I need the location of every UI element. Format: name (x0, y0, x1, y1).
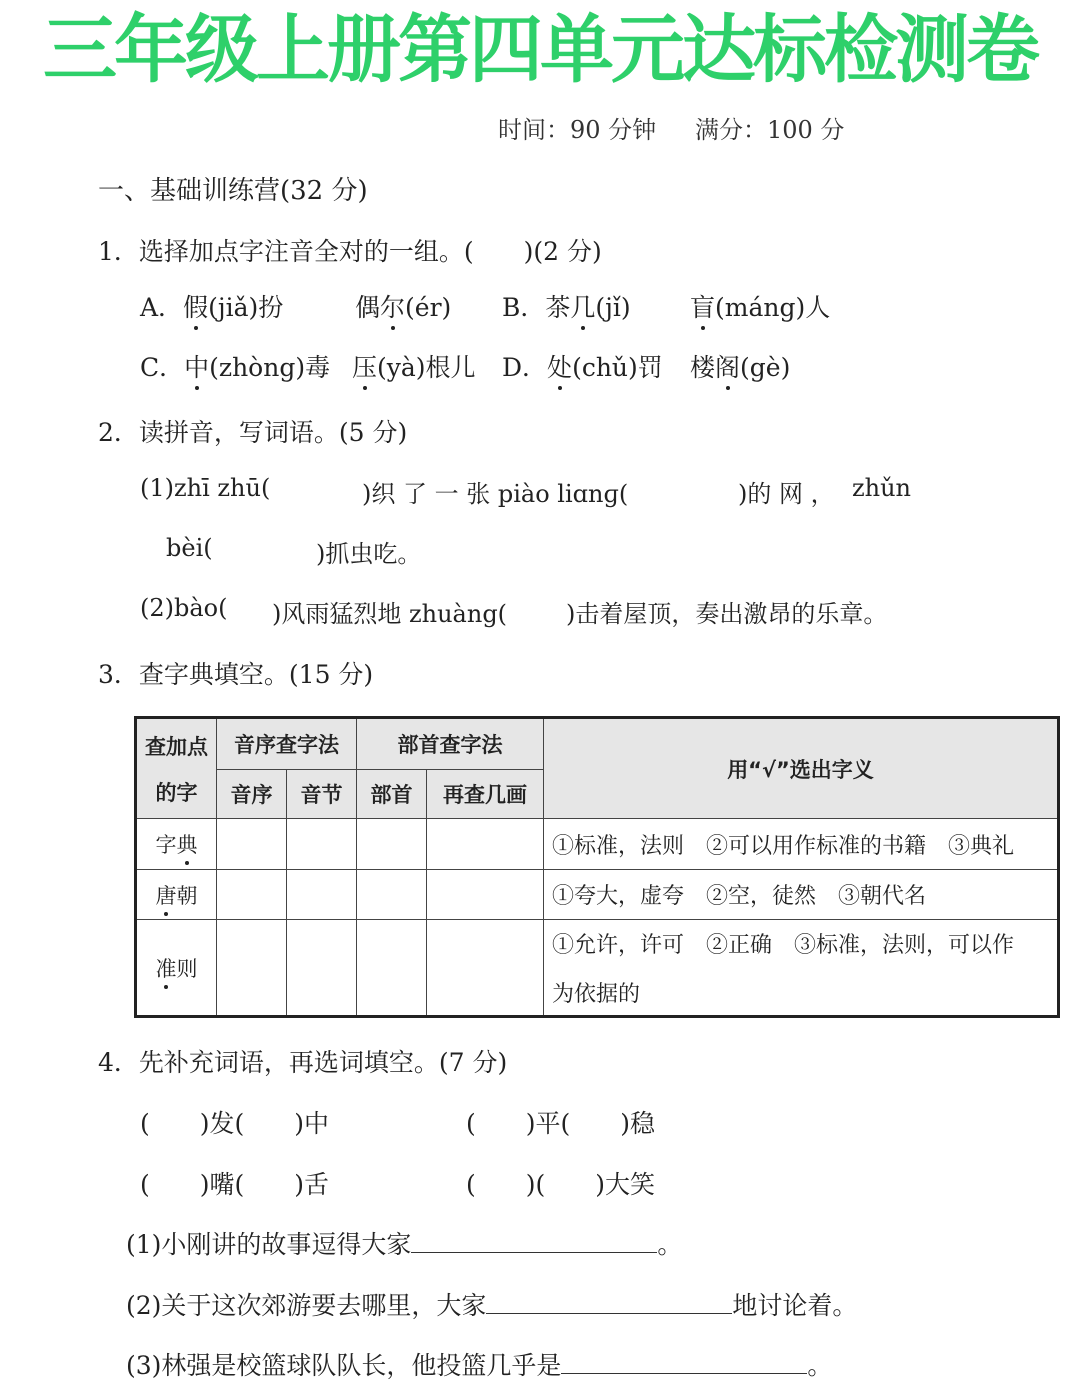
blank-cell[interactable] (427, 870, 544, 920)
sentence-text: (2)关于这次郊游要去哪里，大家 (126, 1291, 487, 1320)
pinyin-line-2a: bèi( (166, 534, 213, 562)
sentence-3 (126, 1346, 832, 1382)
option-a (140, 288, 283, 324)
option-text: (máng)人 (715, 293, 831, 322)
header-yinjie: 音节 (287, 770, 357, 819)
idiom-fill-4: ( )( )大笑 (466, 1170, 656, 1199)
char-text: 则 (176, 956, 198, 981)
pinyin-line-3c: )击着屋顶，奏出激昂的乐章。 (566, 600, 888, 628)
dotted-char: 准 (156, 953, 177, 983)
dotted-char: 几 (570, 288, 595, 324)
pinyin-line-3b: )风雨猛烈地 zhuàng( (272, 600, 508, 628)
blank-cell[interactable] (357, 920, 427, 1015)
idiom-fill-3: ( )嘴( )舌 (140, 1170, 330, 1199)
dotted-char: 唐 (156, 880, 177, 910)
option-text: 偶 (355, 293, 381, 322)
exam-score: 满分：100 分 (695, 116, 845, 144)
dotted-char: 压 (352, 348, 377, 384)
answer-blank[interactable] (561, 1347, 807, 1374)
pinyin-line-3a: (2)bào( (140, 594, 228, 622)
option-a-word2 (355, 288, 451, 324)
pinyin-line-1c: )的 网 ， (738, 480, 835, 508)
row-char (137, 920, 217, 1015)
blank-cell[interactable] (217, 870, 287, 920)
answer-blank[interactable] (411, 1226, 657, 1253)
blank-cell[interactable] (357, 819, 427, 870)
pinyin-line-1b: )织 了 一 张 piào liɑnɡ( (362, 480, 629, 508)
header-zaicha: 再查几画 (427, 770, 544, 819)
blank-cell[interactable] (217, 920, 287, 1015)
option-text: (jǐ) (595, 293, 631, 322)
exam-time: 时间：90 分钟 (498, 116, 657, 144)
option-text: 楼 (690, 353, 716, 382)
meaning-cell[interactable]: ①夸大，虚夸 ②空，徒然 ③朝代名 (544, 870, 1057, 920)
header-char (137, 719, 217, 819)
meaning-cell[interactable]: ①标准，法则 ②可以用作标准的书籍 ③典礼 (544, 819, 1057, 870)
option-text: (zhòng)毒 (209, 353, 331, 382)
header-bushou-method: 部首查字法 (357, 719, 544, 770)
question-2-stem: 2．读拼音，写词语。(5 分) (98, 418, 408, 447)
sentence-text: (3)林强是校篮球队队长，他投篮几乎是 (126, 1351, 562, 1380)
blank-cell[interactable] (357, 870, 427, 920)
dotted-char: 假 (183, 288, 208, 324)
sentence-text: 。 (807, 1351, 833, 1380)
dotted-char: 典 (177, 829, 198, 859)
dictionary-table (134, 716, 1060, 1018)
section-heading: 一、基础训练营(32 分) (98, 176, 368, 206)
char-text: 字 (155, 833, 177, 857)
pinyin-line-1d: zhǔn (852, 474, 912, 502)
option-c (140, 348, 330, 384)
sentence-text: (1)小刚讲的故事逗得大家 (126, 1230, 412, 1259)
sentence-text: 。 (657, 1230, 683, 1259)
dotted-char: 中 (184, 348, 209, 384)
option-c-word2 (352, 348, 476, 384)
dotted-char: 处 (547, 348, 572, 384)
meaning-text: ①允许，许可 ②正确 ③标准，法则，可以作 (552, 932, 1015, 958)
row-char (137, 870, 217, 920)
header-bushou: 部首 (357, 770, 427, 819)
dotted-char: 盲 (690, 288, 715, 324)
blank-cell[interactable] (427, 920, 544, 1015)
option-text: (ér) (405, 293, 452, 322)
dotted-char: 尔 (380, 288, 405, 324)
option-d (502, 348, 663, 384)
dotted-char: 阁 (715, 348, 740, 384)
option-text: (yà)根儿 (377, 353, 476, 382)
meaning-cell[interactable] (544, 920, 1057, 1015)
option-text: (jiǎ)扮 (208, 293, 284, 322)
idiom-fill-1: ( )发( )中 (140, 1109, 330, 1138)
pinyin-line-2b: )抓虫吃。 (316, 540, 422, 568)
header-yinxu-method: 音序查字法 (217, 719, 357, 770)
option-b (502, 288, 631, 324)
header-meaning: 用“√”选出字义 (544, 719, 1057, 819)
option-b-word2 (690, 288, 830, 324)
char-text: 朝 (176, 883, 198, 908)
option-label: A． (140, 293, 184, 322)
row-char (137, 819, 217, 870)
sentence-text: 地讨论着。 (732, 1291, 858, 1320)
blank-cell[interactable] (427, 819, 544, 870)
header-text: 的字 (155, 780, 198, 805)
pinyin-line-1a: (1)zhī zhū( (140, 474, 271, 502)
option-label: D． (502, 353, 548, 382)
option-text: (chǔ)罚 (572, 353, 663, 382)
answer-blank[interactable] (486, 1287, 732, 1314)
blank-cell[interactable] (287, 870, 357, 920)
option-label: B． (502, 293, 546, 322)
meaning-text: 为依据的 (552, 981, 641, 1007)
option-label: C． (140, 353, 185, 382)
header-text: 查加点 (145, 734, 208, 759)
option-d-word2 (690, 348, 790, 384)
sentence-1 (126, 1225, 682, 1261)
option-text: 茶 (545, 293, 571, 322)
blank-cell[interactable] (217, 819, 287, 870)
header-yinxu: 音序 (217, 770, 287, 819)
sentence-2 (126, 1286, 857, 1322)
question-4-stem: 4．先补充词语，再选词填空。(7 分) (98, 1048, 508, 1077)
blank-cell[interactable] (287, 920, 357, 1015)
option-text: (gè) (740, 353, 791, 382)
idiom-fill-2: ( )平( )稳 (466, 1109, 656, 1138)
page-title: 三年级上册第四单元达标检测卷 (43, 7, 1037, 93)
question-1-stem: 1．选择加点字注音全对的一组。( )(2 分) (98, 237, 602, 266)
blank-cell[interactable] (287, 819, 357, 870)
question-3-stem: 3．查字典填空。(15 分) (98, 660, 374, 689)
